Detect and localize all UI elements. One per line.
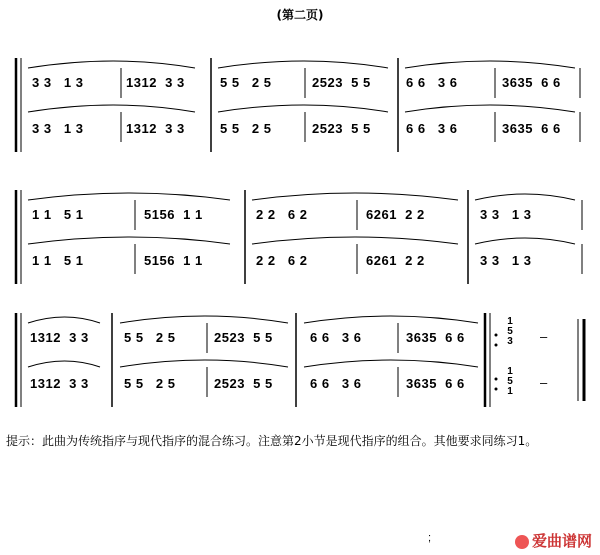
measure: 3 3 1 3 [32, 75, 84, 90]
measure: 1312 3 3 [126, 121, 185, 136]
system-1-lines [0, 50, 600, 160]
score-system-3 [0, 305, 600, 415]
measure: 6261 2 2 [366, 207, 425, 222]
measure: 3635 6 6 [502, 75, 561, 90]
measure: 2523 5 5 [214, 330, 273, 345]
measure: 5 5 2 5 [220, 121, 272, 136]
measure: 3635 6 6 [406, 330, 465, 345]
sustain-dash-lower: – [540, 375, 548, 390]
tip-text: 提示：此曲为传统指序与现代指序的混合练习。注意第2小节是现代指序的组合。其他要求同练习1。 [6, 434, 538, 448]
measure: 3 3 1 3 [480, 253, 532, 268]
measure: 3 3 1 3 [32, 121, 84, 136]
system-2-lines [0, 182, 600, 292]
measure: 2 2 6 2 [256, 207, 308, 222]
measure: 5156 1 1 [144, 253, 203, 268]
final-chord-lower: 1 5 1 [507, 366, 513, 397]
measure: 2523 5 5 [312, 75, 371, 90]
measure: 1312 3 3 [30, 376, 89, 391]
measure: 6 6 3 6 [406, 121, 458, 136]
music-logo-icon [515, 535, 529, 549]
measure: 6 6 3 6 [310, 330, 362, 345]
measure: 6 6 3 6 [310, 376, 362, 391]
measure: 3 3 1 3 [480, 207, 532, 222]
measure: 2523 5 5 [312, 121, 371, 136]
measure: 5156 1 1 [144, 207, 203, 222]
measure: 5 5 2 5 [220, 75, 272, 90]
measure: 1312 3 3 [126, 75, 185, 90]
measure: 1 1 5 1 [32, 253, 84, 268]
measure: 2523 5 5 [214, 376, 273, 391]
stray-mark: ; [428, 532, 432, 544]
measure: 6 6 3 6 [406, 75, 458, 90]
score-system-2 [0, 182, 600, 292]
measure: 5 5 2 5 [124, 376, 176, 391]
measure: 6261 2 2 [366, 253, 425, 268]
measure: 3635 6 6 [502, 121, 561, 136]
final-chord-upper: 1 5 3 [507, 316, 513, 347]
measure: 3635 6 6 [406, 376, 465, 391]
sustain-dash-upper: – [540, 329, 548, 344]
page-label: (第二页) [276, 8, 324, 22]
measure: 5 5 2 5 [124, 330, 176, 345]
measure: 2 2 6 2 [256, 253, 308, 268]
score-system-1 [0, 50, 600, 160]
measure: 1312 3 3 [30, 330, 89, 345]
watermark: 爱曲谱网 [515, 530, 592, 551]
measure: 1 1 5 1 [32, 207, 84, 222]
